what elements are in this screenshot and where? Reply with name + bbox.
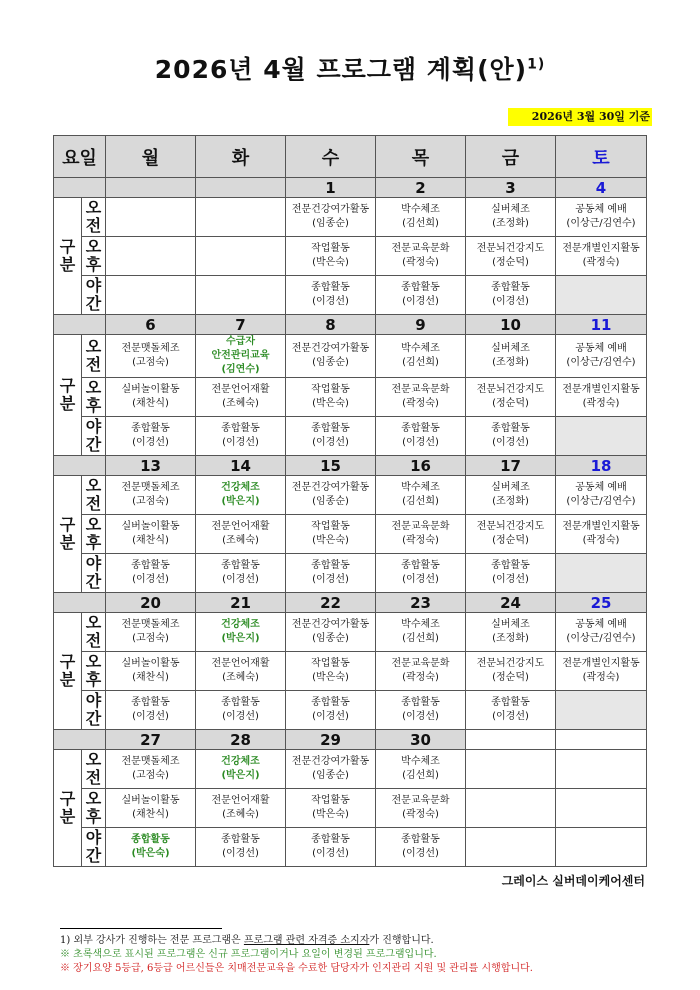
slot-row-morning bbox=[54, 750, 647, 789]
period-label-evening: 야 간 bbox=[82, 276, 106, 315]
date-cell: 10 bbox=[466, 315, 556, 335]
program-cell: 공동체 예배 (이상근/김연수) bbox=[556, 335, 647, 378]
program-cell: 전문교육문화 (곽정숙) bbox=[376, 789, 466, 828]
program-cell: 실버체조 (조정화) bbox=[466, 335, 556, 378]
program-cell: 작업활동 (박은숙) bbox=[286, 789, 376, 828]
program-cell bbox=[196, 237, 286, 276]
program-cell: 전문뇌건강지도 (정순덕) bbox=[466, 378, 556, 417]
program-cell: 작업활동 (박은숙) bbox=[286, 378, 376, 417]
program-cell: 전문언어재활 (조혜숙) bbox=[196, 378, 286, 417]
date-cell: 27 bbox=[106, 730, 196, 750]
date-row bbox=[54, 730, 647, 750]
gubun-label: 구 분 bbox=[54, 335, 82, 456]
program-cell: 종합활동 (이경선) bbox=[286, 276, 376, 315]
gubun-label: 구 분 bbox=[54, 476, 82, 593]
date-cell: 4 bbox=[556, 178, 647, 198]
slot-row-evening bbox=[54, 417, 647, 456]
header-day: 토 bbox=[556, 136, 647, 178]
date-cell: 7 bbox=[196, 315, 286, 335]
date-cell: 16 bbox=[376, 456, 466, 476]
footnote-1: 1) 외부 강사가 진행하는 전문 프로그램은 프로그램 관련 자격증 소지자가 진행합니다. bbox=[60, 935, 434, 946]
basis-date: 2026년 3월 30일 기준 bbox=[508, 108, 652, 126]
program-cell: 전문건강여가활동 (임종순) bbox=[286, 750, 376, 789]
period-label-evening: 야 간 bbox=[82, 691, 106, 730]
slot-row-morning bbox=[54, 613, 647, 652]
program-cell: 전문건강여가활동 (임종순) bbox=[286, 335, 376, 378]
program-cell: 전문뇌건강지도 (정순덕) bbox=[466, 515, 556, 554]
header-day: 금 bbox=[466, 136, 556, 178]
date-row-label bbox=[54, 178, 106, 198]
date-cell: 29 bbox=[286, 730, 376, 750]
program-cell: 종합활동 (이경선) bbox=[106, 691, 196, 730]
program-cell bbox=[466, 789, 556, 828]
program-cell: 종합활동 (이경선) bbox=[196, 417, 286, 456]
program-cell: 실버체조 (조정화) bbox=[466, 613, 556, 652]
date-cell: 20 bbox=[106, 593, 196, 613]
gubun-label: 구 분 bbox=[54, 750, 82, 867]
program-cell: 종합활동 (이경선) bbox=[466, 276, 556, 315]
date-cell bbox=[106, 178, 196, 198]
date-cell: 9 bbox=[376, 315, 466, 335]
slot-row-morning bbox=[54, 198, 647, 237]
program-cell bbox=[556, 750, 647, 789]
program-cell: 전문교육문화 (곽정숙) bbox=[376, 515, 466, 554]
date-cell: 14 bbox=[196, 456, 286, 476]
period-label-afternoon: 오 후 bbox=[82, 237, 106, 276]
program-cell: 건강체조 (박은지) bbox=[196, 476, 286, 515]
date-row bbox=[54, 178, 647, 198]
date-cell: 21 bbox=[196, 593, 286, 613]
program-cell: 전문맷돌체조 (고점숙) bbox=[106, 476, 196, 515]
program-cell: 전문언어재활 (조혜숙) bbox=[196, 515, 286, 554]
date-row bbox=[54, 593, 647, 613]
program-cell: 전문맷돌체조 (고점숙) bbox=[106, 335, 196, 378]
program-cell: 박수체조 (김선희) bbox=[376, 613, 466, 652]
slot-row-afternoon bbox=[54, 652, 647, 691]
header-row bbox=[54, 136, 647, 178]
program-cell: 전문교육문화 (곽정숙) bbox=[376, 237, 466, 276]
program-cell bbox=[196, 198, 286, 237]
date-cell bbox=[466, 730, 556, 750]
program-cell: 종합활동 (이경선) bbox=[196, 691, 286, 730]
gubun-label: 구 분 bbox=[54, 198, 82, 315]
program-cell bbox=[556, 554, 647, 593]
program-cell: 종합활동 (이경선) bbox=[106, 417, 196, 456]
program-cell: 건강체조 (박은지) bbox=[196, 613, 286, 652]
program-cell: 전문건강여가활동 (임종순) bbox=[286, 198, 376, 237]
period-label-evening: 야 간 bbox=[82, 417, 106, 456]
program-cell bbox=[556, 417, 647, 456]
program-cell: 전문맷돌체조 (고점숙) bbox=[106, 750, 196, 789]
program-cell: 종합활동 (이경선) bbox=[376, 276, 466, 315]
date-cell: 1 bbox=[286, 178, 376, 198]
date-cell: 3 bbox=[466, 178, 556, 198]
program-cell: 작업활동 (박은숙) bbox=[286, 652, 376, 691]
slot-row-morning bbox=[54, 476, 647, 515]
date-row-label bbox=[54, 593, 106, 613]
date-cell: 18 bbox=[556, 456, 647, 476]
date-cell: 28 bbox=[196, 730, 286, 750]
program-cell: 종합활동 (이경선) bbox=[286, 554, 376, 593]
date-row-label bbox=[54, 315, 106, 335]
program-cell: 실버체조 (조정화) bbox=[466, 476, 556, 515]
program-cell: 종합활동 (이경선) bbox=[466, 554, 556, 593]
date-cell: 23 bbox=[376, 593, 466, 613]
header-day: 수 bbox=[286, 136, 376, 178]
program-cell: 종합활동 (이경선) bbox=[286, 417, 376, 456]
date-cell: 8 bbox=[286, 315, 376, 335]
date-row-label bbox=[54, 456, 106, 476]
program-cell: 전문언어재활 (조혜숙) bbox=[196, 652, 286, 691]
period-label-afternoon: 오 후 bbox=[82, 652, 106, 691]
period-label-morning: 오 전 bbox=[82, 335, 106, 378]
program-cell: 박수체조 (김선희) bbox=[376, 476, 466, 515]
program-cell: 실버체조 (조정화) bbox=[466, 198, 556, 237]
program-cell: 공동체 예배 (이상근/김연수) bbox=[556, 476, 647, 515]
date-row bbox=[54, 315, 647, 335]
program-cell: 작업활동 (박은숙) bbox=[286, 237, 376, 276]
program-cell: 건강체조 (박은지) bbox=[196, 750, 286, 789]
date-cell: 13 bbox=[106, 456, 196, 476]
period-label-morning: 오 전 bbox=[82, 750, 106, 789]
program-cell: 전문언어재활 (조혜숙) bbox=[196, 789, 286, 828]
gubun-label: 구 분 bbox=[54, 613, 82, 730]
date-cell: 25 bbox=[556, 593, 647, 613]
program-cell: 전문개별인지활동 (곽정숙) bbox=[556, 515, 647, 554]
program-cell: 전문개별인지활동 (곽정숙) bbox=[556, 237, 647, 276]
slot-row-evening bbox=[54, 691, 647, 730]
program-cell bbox=[556, 691, 647, 730]
slot-row-afternoon bbox=[54, 789, 647, 828]
program-cell: 실버놀이활동 (채찬식) bbox=[106, 789, 196, 828]
page-title: 2026년 4월 프로그램 계획(안)$^{1)}$ bbox=[154, 55, 546, 84]
program-cell bbox=[196, 276, 286, 315]
program-cell bbox=[556, 789, 647, 828]
date-cell: 22 bbox=[286, 593, 376, 613]
slot-row-afternoon bbox=[54, 378, 647, 417]
program-cell: 전문건강여가활동 (임종순) bbox=[286, 476, 376, 515]
header-day: 화 bbox=[196, 136, 286, 178]
program-cell bbox=[466, 750, 556, 789]
program-cell: 종합활동 (이경선) bbox=[376, 417, 466, 456]
program-cell: 공동체 예배 (이상근/김연수) bbox=[556, 198, 647, 237]
program-cell bbox=[556, 828, 647, 867]
slot-row-evening bbox=[54, 276, 647, 315]
program-cell: 전문교육문화 (곽정숙) bbox=[376, 378, 466, 417]
program-cell bbox=[106, 276, 196, 315]
program-cell: 종합활동 (이경선) bbox=[286, 691, 376, 730]
program-cell bbox=[466, 828, 556, 867]
program-cell: 전문교육문화 (곽정숙) bbox=[376, 652, 466, 691]
program-cell: 실버놀이활동 (채찬식) bbox=[106, 378, 196, 417]
program-cell: 전문뇌건강지도 (정순덕) bbox=[466, 652, 556, 691]
program-cell bbox=[106, 237, 196, 276]
program-cell bbox=[106, 198, 196, 237]
program-cell: 종합활동 (이경선) bbox=[286, 828, 376, 867]
program-cell: 종합활동 (이경선) bbox=[466, 691, 556, 730]
date-row-label bbox=[54, 730, 106, 750]
footnote-mark: 1) bbox=[527, 56, 546, 73]
date-cell: 30 bbox=[376, 730, 466, 750]
program-cell: 박수체조 (김선희) bbox=[376, 335, 466, 378]
program-cell: 전문맷돌체조 (고점숙) bbox=[106, 613, 196, 652]
program-cell: 전문뇌건강지도 (정순덕) bbox=[466, 237, 556, 276]
slot-row-afternoon bbox=[54, 515, 647, 554]
program-cell: 실버놀이활동 (채찬식) bbox=[106, 652, 196, 691]
period-label-afternoon: 오 후 bbox=[82, 515, 106, 554]
program-cell: 종합활동 (이경선) bbox=[196, 828, 286, 867]
program-calendar bbox=[53, 135, 647, 867]
header-day: 월 bbox=[106, 136, 196, 178]
program-cell: 수급자 안전관리교육 (김연수) bbox=[196, 335, 286, 378]
period-label-morning: 오 전 bbox=[82, 198, 106, 237]
date-cell bbox=[556, 730, 647, 750]
program-cell: 종합활동 (박은숙) bbox=[106, 828, 196, 867]
period-label-evening: 야 간 bbox=[82, 554, 106, 593]
footnotes bbox=[60, 934, 533, 976]
header-yoil: 요일 bbox=[54, 136, 106, 178]
slot-row-morning bbox=[54, 335, 647, 378]
period-label-afternoon: 오 후 bbox=[82, 789, 106, 828]
program-cell: 종합활동 (이경선) bbox=[376, 691, 466, 730]
period-label-evening: 야 간 bbox=[82, 828, 106, 867]
program-cell: 실버놀이활동 (채찬식) bbox=[106, 515, 196, 554]
footnote-divider bbox=[60, 928, 222, 929]
date-cell: 11 bbox=[556, 315, 647, 335]
program-cell: 박수체조 (김선희) bbox=[376, 198, 466, 237]
date-cell: 2 bbox=[376, 178, 466, 198]
program-cell: 전문건강여가활동 (임종순) bbox=[286, 613, 376, 652]
program-cell: 전문개별인지활동 (곽정숙) bbox=[556, 378, 647, 417]
program-cell: 공동체 예배 (이상근/김연수) bbox=[556, 613, 647, 652]
date-cell: 15 bbox=[286, 456, 376, 476]
header-day: 목 bbox=[376, 136, 466, 178]
date-cell: 17 bbox=[466, 456, 556, 476]
date-cell: 6 bbox=[106, 315, 196, 335]
slot-row-evening bbox=[54, 554, 647, 593]
program-cell: 작업활동 (박은숙) bbox=[286, 515, 376, 554]
date-cell: 24 bbox=[466, 593, 556, 613]
date-row bbox=[54, 456, 647, 476]
center-name: 그레이스 실버데이케어센터 bbox=[501, 874, 645, 888]
period-label-afternoon: 오 후 bbox=[82, 378, 106, 417]
slot-row-afternoon bbox=[54, 237, 647, 276]
program-cell bbox=[556, 276, 647, 315]
program-cell: 종합활동 (이경선) bbox=[106, 554, 196, 593]
date-cell bbox=[196, 178, 286, 198]
period-label-morning: 오 전 bbox=[82, 476, 106, 515]
footnote-2: ※ 초록색으로 표시된 프로그램은 신규 프로그램이거나 요일이 변경된 프로그램입니다. bbox=[60, 949, 437, 960]
slot-row-evening bbox=[54, 828, 647, 867]
program-cell: 박수체조 (김선희) bbox=[376, 750, 466, 789]
footnote-3: ※ 장기요양 5등급, 6등급 어르신들은 치매전문교육을 수료한 담당자가 인지관리 지원 및 관리를 시행합니다. bbox=[60, 963, 533, 974]
program-cell: 종합활동 (이경선) bbox=[466, 417, 556, 456]
program-cell: 종합활동 (이경선) bbox=[376, 828, 466, 867]
program-cell: 종합활동 (이경선) bbox=[196, 554, 286, 593]
program-cell: 전문개별인지활동 (곽정숙) bbox=[556, 652, 647, 691]
program-cell: 종합활동 (이경선) bbox=[376, 554, 466, 593]
period-label-morning: 오 전 bbox=[82, 613, 106, 652]
